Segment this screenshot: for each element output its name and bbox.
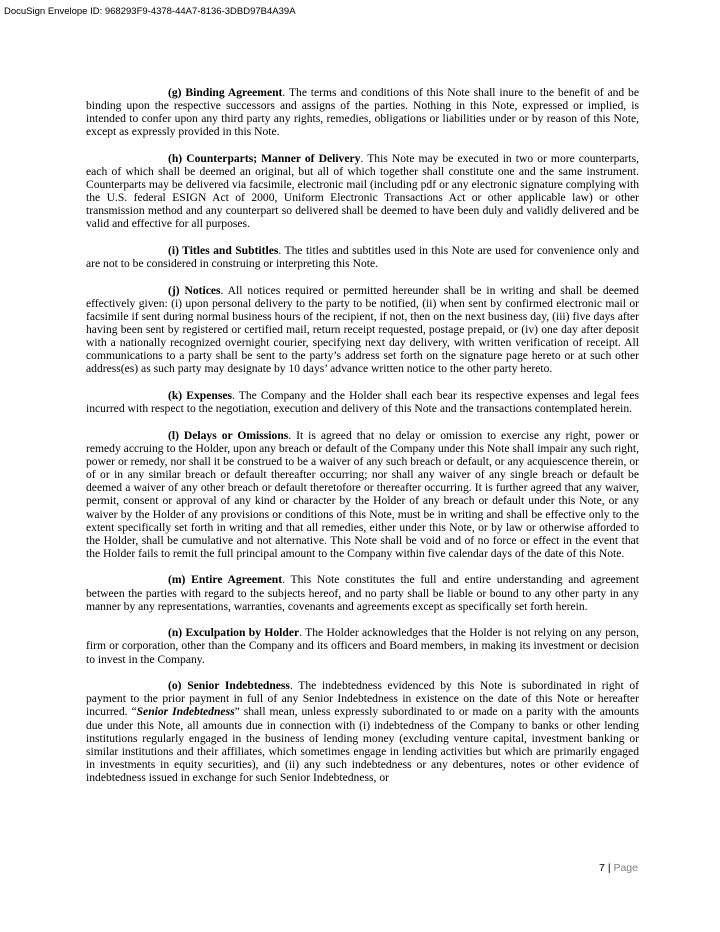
section-heading: (h) Counterparts; Manner of Delivery: [168, 151, 361, 165]
section-heading: (j) Notices: [168, 283, 221, 297]
section-text: . The terms and conditions of this Note shall inure to the benefit of and be binding upon the respective successors and assigns of the parties. Nothing in this Note, expressed or implied, is intended to confer upon any third party any rights, remedies, obligations or liabilities under or by reason of this Note, except as expressly provided in this Note.: [86, 86, 639, 139]
section-text: . All notices required or permitted hereunder shall be in writing and shall be deemed effectively given: (i) upon personal delivery to the party to be notified, (ii) when sent by confirmed electronic mail or facsimile if sent during normal business hours of the recipient, if not, then on the next business day, (iii) five days after having been sent by registered or certified mail, return receipt requested, postage prepaid, or (iv) one day after deposit with a nationally recognized overnight courier, specifying next day delivery, with written verification of receipt. All communications to a party shall be sent to the party’s address set forth on the signature page hereto or at such other address(es) as such party may designate by 10 days’ advance written notice to the other party hereto.: [86, 283, 639, 376]
section-text: . It is agreed that no delay or omission to exercise any right, power or remedy accruing to the Holder, upon any breach or default of the Company under this Note shall impair any such right, power or remedy, nor shall it be construed to be a waiver of any such breach or default, or any acquiescence therein, or of or in any similar breach or default thereafter occurring; nor shall any waiver of any single breach or default be deemed a waiver of any other breach or default theretofore or thereafter occurring. It is further agreed that any waiver, permit, consent or approval of any kind or character by the Holder of any breach or default under this Note, or any waiver by the Holder of any provisions or conditions of this Note, must be in writing and shall be effective only to the extent specifically set forth in writing and that all remedies, either under this Note, or by law or otherwise afforded to the Holder, shall be cumulative and not alternative. This Note shall be void and of no force or effect in the event that the Holder fails to remit the full principal amount to the Company within five calendar days of the date of this Note.: [86, 428, 639, 560]
section-text: . This Note may be executed in two or more counterparts, each of which shall be deemed an original, but all of which together shall constitute one and the same instrument. Counterparts may be delivered via facsimile, electronic mail (including pdf or any electronic signature complying with the U.S. federal ESIGN Act of 2000, Uniform Electronic Transactions Act or other applicable law) or other transmission method and any counterpart so delivered shall be deemed to have been duly and validly delivered and be valid and effective for all purposes.: [86, 151, 640, 231]
section-heading: (g) Binding Agreement: [168, 86, 283, 99]
page-footer: [599, 862, 638, 874]
section-text-continued: ” shall mean, unless expressly subordinated to or made on a parity with the amounts due under this Note, all amounts due in connection with (i) indebtedness of the Company to banks or other lending institutions regularly engaged in the business of lending money (excluding venture capital, investment banking or similar institutions and their affiliates, which sometimes engage in lending activities but which are primarily engaged in investments in equity securities), and (ii) any such indebtedness or any debentures, notes or other evidence of indebtedness issued in exchange for such Senior Indebtedness, or: [86, 705, 640, 784]
section-n-exculpation: [86, 626, 639, 665]
document-body: [86, 86, 639, 798]
section-h-counterparts: [86, 152, 639, 231]
section-k-expenses: [86, 389, 639, 415]
section-text: . The indebtedness evidenced by this Note is subordinated in right of payment to the prior payment in full of any Senior Indebtedness in existence on the date of this Note or hereafter incurred. “: [86, 679, 639, 719]
defined-term: Senior Indebtedness: [136, 705, 235, 719]
page-number: 7: [599, 862, 605, 874]
section-heading: (m) Entire Agreement: [168, 573, 283, 587]
section-o-senior-indebtedness: [86, 679, 639, 784]
section-heading: (l) Delays or Omissions: [168, 428, 289, 442]
section-j-notices: [86, 284, 639, 376]
page-label: Page: [613, 862, 638, 874]
section-heading: (n) Exculpation by Holder: [168, 626, 300, 640]
section-l-delays-omissions: [86, 429, 639, 560]
footer-separator: |: [607, 862, 611, 874]
section-heading: (i) Titles and Subtitles: [168, 244, 279, 258]
section-text: . This Note constitutes the full and entire understanding and agreement between the parties with regard to the subjects hereof, and no party shall be liable or bound to any other party in any manner by any representations, warranties, covenants and agreements except as specifically set forth herein.: [86, 573, 639, 613]
section-text: . The Holder acknowledges that the Holder is not relying on any person, firm or corporation, other than the Company and its officers and Board members, in making its investment or decision to invest in the Company.: [86, 626, 639, 666]
section-text: . The titles and subtitles used in this Note are used for convenience only and are not to be considered in construing or interpreting this Note.: [86, 244, 639, 271]
section-m-entire-agreement: [86, 573, 639, 612]
section-heading: (o) Senior Indebtedness: [168, 679, 290, 693]
section-heading: (k) Expenses: [168, 389, 233, 403]
section-g-binding-agreement: [86, 86, 639, 138]
docusign-envelope-id: DocuSign Envelope ID: 968293F9-4378-44A7-8136-3DBD97B4A39A: [4, 6, 296, 17]
section-text: . The Company and the Holder shall each bear its respective expenses and legal fees incurred with respect to the negotiation, execution and delivery of this Note and the transactions contemplated herein.: [86, 389, 640, 416]
section-i-titles-subtitles: [86, 244, 639, 270]
